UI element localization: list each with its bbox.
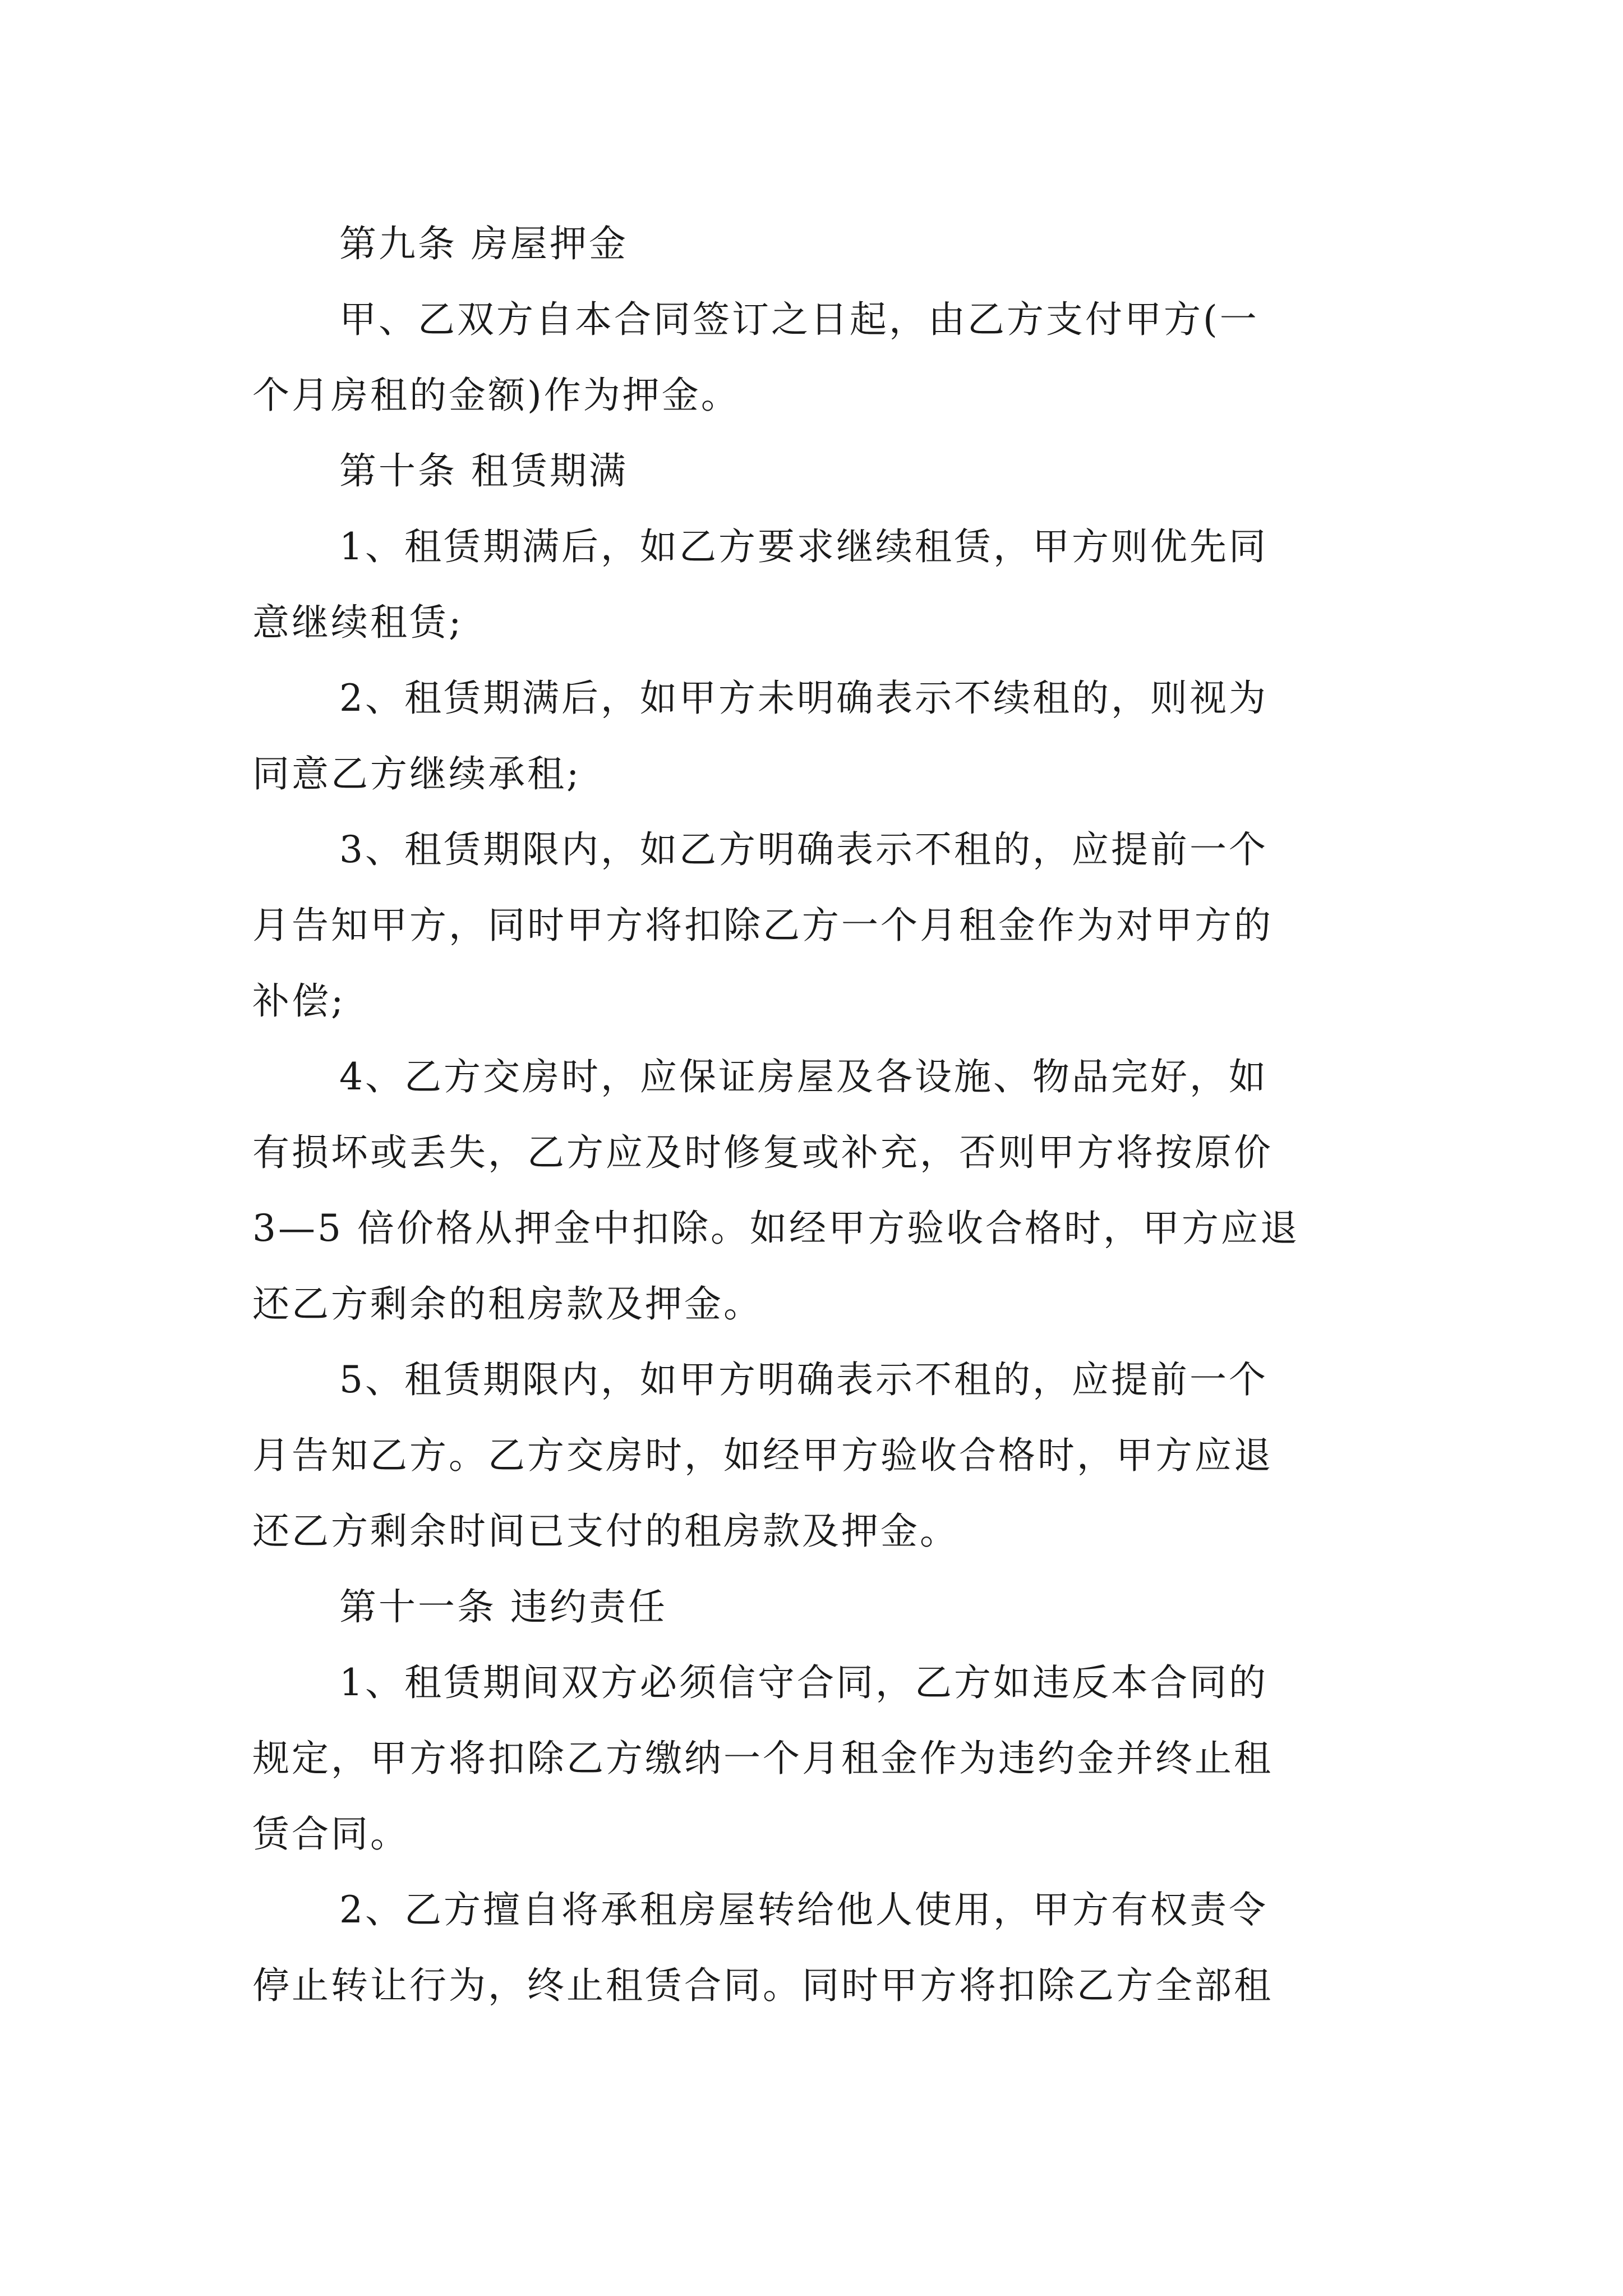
paragraph-line: 4、乙方交房时，应保证房屋及各设施、物品完好，如 bbox=[339, 1055, 1268, 1098]
paragraph-line: 3、租赁期限内，如乙方明确表示不租的，应提前一个 bbox=[339, 828, 1268, 871]
paragraph-line: 意继续租赁; bbox=[252, 601, 464, 644]
paragraph-line: 补偿; bbox=[252, 979, 346, 1023]
paragraph-line: 1、租赁期满后，如乙方要求继续租赁，甲方则优先同 bbox=[339, 525, 1268, 568]
section-heading-11: 第十一条 违约责任 bbox=[339, 1585, 667, 1628]
paragraph-line: 5、租赁期限内，如甲方明确表示不租的，应提前一个 bbox=[339, 1358, 1268, 1401]
paragraph-line: 还乙方剩余时间已支付的租房款及押金。 bbox=[252, 1510, 959, 1553]
section-heading-9: 第九条 房屋押金 bbox=[339, 222, 628, 265]
paragraph-line: 1、租赁期间双方必须信守合同，乙方如违反本合同的 bbox=[339, 1661, 1268, 1704]
paragraph-line: 2、租赁期满后，如甲方未明确表示不续租的，则视为 bbox=[339, 677, 1268, 720]
paragraph-line: 2、乙方擅自将承租房屋转给他人使用，甲方有权责令 bbox=[339, 1888, 1268, 1931]
paragraph-line: 甲、乙双方自本合同签订之日起，由乙方支付甲方(一 bbox=[339, 298, 1259, 341]
paragraph-line: 同意乙方继续承租; bbox=[252, 752, 582, 795]
paragraph-line: 规定，甲方将扣除乙方缴纳一个月租金作为违约金并终止租 bbox=[252, 1737, 1273, 1780]
paragraph-line: 赁合同。 bbox=[252, 1812, 409, 1856]
paragraph-line: 有损坏或丢失，乙方应及时修复或补充，否则甲方将按原价 bbox=[252, 1131, 1273, 1174]
paragraph-line: 还乙方剩余的租房款及押金。 bbox=[252, 1282, 763, 1326]
section-heading-10: 第十条 租赁期满 bbox=[339, 449, 628, 493]
paragraph-line: 月告知乙方。乙方交房时，如经甲方验收合格时，甲方应退 bbox=[252, 1434, 1273, 1477]
paragraph-line: 月告知甲方，同时甲方将扣除乙方一个月租金作为对甲方的 bbox=[252, 904, 1273, 947]
paragraph-line: 个月房租的金额)作为押金。 bbox=[252, 374, 740, 417]
paragraph-line: 停止转让行为，终止租赁合同。同时甲方将扣除乙方全部租 bbox=[252, 1964, 1273, 2007]
paragraph-line: 3—5 倍价格从押金中扣除。如经甲方验收合格时，甲方应退 bbox=[252, 1207, 1299, 1250]
